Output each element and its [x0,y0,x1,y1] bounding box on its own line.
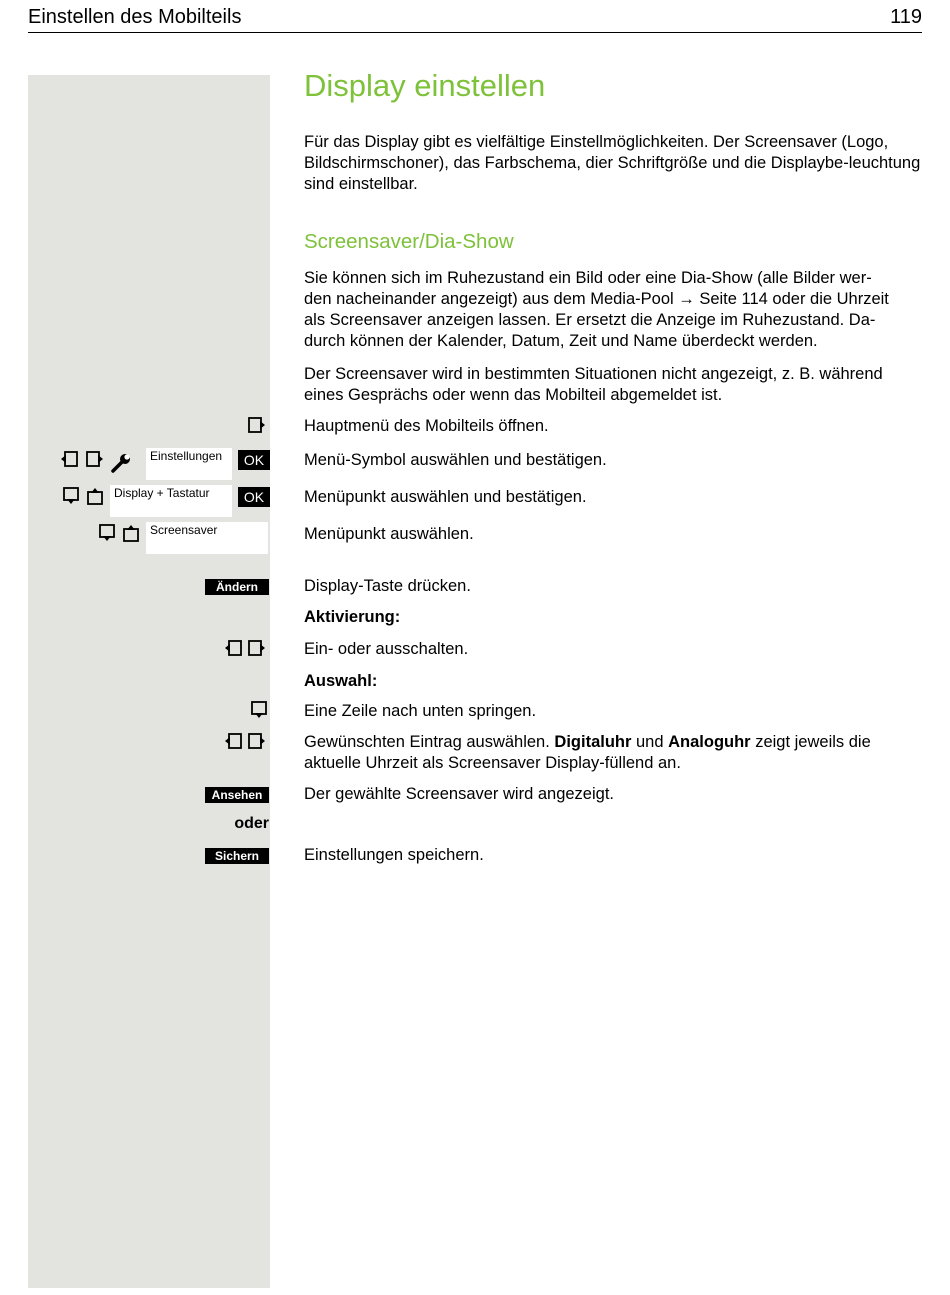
bold-digital: Digitaluhr [554,733,632,751]
paragraph-line: eines Gesprächs oder wenn das Mobilteil abgemeldet ist. [304,386,723,404]
wrench-icon [110,452,132,474]
step-line-down: Eine Zeile nach unten springen. [304,702,537,720]
selection-label: Auswahl: [304,672,378,690]
step-select-symbol: Menü-Symbol auswählen und bestätigen. [304,451,607,469]
step-choose-line-1 [304,732,924,753]
page-number: 119 [890,6,922,28]
paragraph-line: durch können der Kalender, Datum, Zeit und Name überdeckt werden. [304,332,818,350]
nav-right-key-icon [86,450,104,468]
step-choose-line-2: aktuelle Uhrzeit als Screensaver Display-füllend an. [304,754,681,772]
bold-analog: Analoguhr [668,733,751,751]
step-choose [304,732,924,774]
paragraph-2 [304,364,924,406]
nav-down-key-icon [250,701,268,719]
softkey-sichern[interactable]: Sichern [205,848,269,864]
intro-text: Für das Display gibt es vielfältige Einstellmöglichkeiten. Der Screensaver (Logo, Bildschirmschoner), das Farbschema, dier Schriftgröße und die Displaybe-leuchtung sind einstellbar. [304,133,921,193]
running-header-title: Einstellen des Mobilteils [28,6,242,28]
paragraph-line: als Screensaver anzeigen lassen. Er ersetzt die Anzeige im Ruhezustand. Da- [304,311,876,329]
nav-right-key-icon [248,732,266,750]
text: zeigt jeweils die [750,733,871,751]
nav-up-key-icon [86,487,104,505]
step-save: Einstellungen speichern. [304,846,484,864]
nav-left-key-icon [60,450,78,468]
text: Gewünschten Eintrag auswählen. [304,733,555,751]
display-screensaver: Screensaver [146,522,268,554]
nav-right-key-icon [248,639,266,657]
intro-paragraph [304,132,924,195]
paragraph-1 [304,268,924,352]
instruction-sidebar [28,75,270,1288]
page-title: Display einstellen [304,68,546,103]
step-toggle: Ein- oder ausschalten. [304,640,469,658]
nav-down-key-icon [62,487,80,505]
display-einstellungen: Einstellungen [146,448,232,480]
or-label: oder [234,815,269,832]
softkey-ansehen[interactable]: Ansehen [205,787,269,803]
ok-button[interactable]: OK [238,487,270,507]
text: und [631,733,669,751]
nav-down-key-icon [98,524,116,542]
header-rule [28,32,922,33]
step-select-item-2: Menüpunkt auswählen. [304,525,474,543]
activation-label: Aktivierung: [304,608,401,626]
paragraph-line: den nacheinander angezeigt) aus dem Media-Pool → Seite 114 oder die Uhrzeit [304,290,889,308]
nav-left-key-icon [224,732,242,750]
display-display-tastatur: Display + Tastatur [110,485,232,517]
softkey-aendern[interactable]: Ändern [205,579,269,595]
step-open-menu: Hauptmenü des Mobilteils öffnen. [304,417,549,435]
step-select-item-1: Menüpunkt auswählen und bestätigen. [304,488,587,506]
step-preview: Der gewählte Screensaver wird angezeigt. [304,785,614,803]
nav-right-key-icon [248,416,266,434]
nav-left-key-icon [224,639,242,657]
nav-up-key-icon [122,524,140,542]
paragraph-line: Der Screensaver wird in bestimmten Situationen nicht angezeigt, z. B. während [304,365,883,383]
ok-button[interactable]: OK [238,450,270,470]
section-title: Screensaver/Dia-Show [304,230,514,253]
step-press-key: Display-Taste drücken. [304,577,471,595]
paragraph-line: Sie können sich im Ruhezustand ein Bild oder eine Dia-Show (alle Bilder wer- [304,269,872,287]
